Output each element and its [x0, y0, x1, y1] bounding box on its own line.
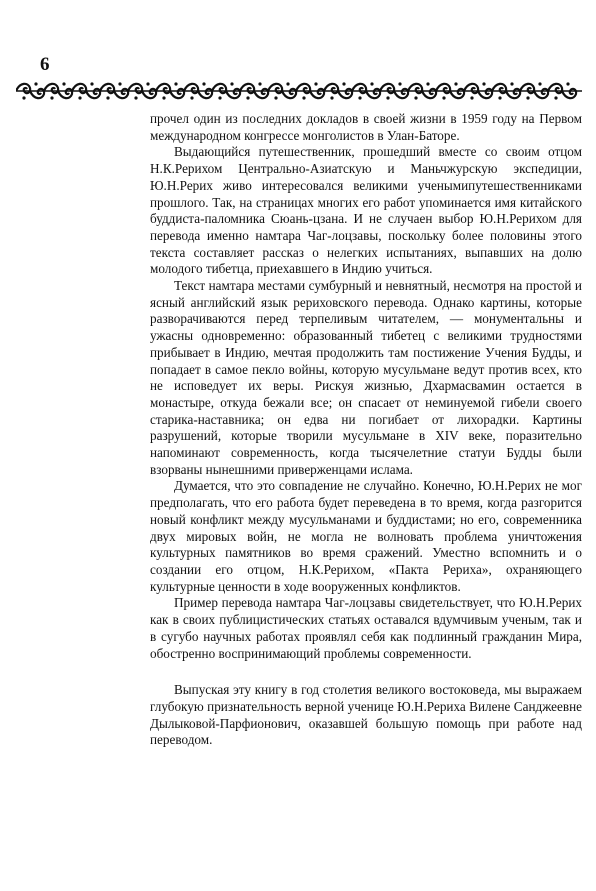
paragraph-3: Текст намтара местами сумбурный и невнятный, несмотря на простой и ясный английский язык рериховского перевода. Однако картины, которые разворачиваются перед терпеливым читателем, — монументальны и ужасны одновременно: образованный тибетец с великими трудностями прибывает в Индию, мечтая продолжить там постижение Учения Будды, и попадает в самое пекло войны, которую мусульмане ведут против всех, кто не исповедует их веры. Рискуя жизнью, Дхармасвамин остается в монастыре, откуда бежали все; он спасает от неминуемой гибели своего старика-наставника; он едва ни погибает от лихорадки. Картины разрушений, которые творили мусульмане в XIV веке, поразительно напоминают современность, когда тысячелетние статуи Будды были взорваны нынешними приверженцами ислама. — [150, 278, 582, 477]
paragraph-1: прочел один из последних докладов в своей жизни в 1959 году на Первом международном конгрессе монголистов в Улан-Баторе. — [150, 111, 582, 143]
paragraph-5: Пример перевода намтара Чаг-лоцзавы свидетельствует, что Ю.Н.Рерих как в своих публицистических статьях оставался вдумчивым ученым, так и в сугубо научных работах проявлял себя как подлинный гражданин Мира, обостренно воспринимающий проблемы современности. — [150, 595, 582, 661]
paragraph-2: Выдающийся путешественник, прошедший вместе со своим отцом Н.К.Рерихом Центрально-Азиатскую и Маньчжурскую экспедиции, Ю.Н.Рерих живо интересовался великими ученымипутешественниками прошлого. Так, на страницах многих его работ упоминается имя китайского буддиста-паломника Сюань-цзана. И не случаен выбор Ю.Н.Рерихом для перевода именно намтара Чаг-лоцзавы, поскольку более половины этого текста составляет рассказ о нелегких испытаниях, выпавших на долю молодого тибетца, приехавшего в Индию учиться. — [150, 144, 582, 277]
body-text — [150, 111, 582, 749]
scroll-ornament-icon — [16, 80, 582, 102]
paragraph-6: Выпуская эту книгу в год столетия великого востоковеда, мы выражаем глубокую признательность верной ученице Ю.Н.Рериха Вилене Санджеевне Дылыковой-Парфионович, оказавшей большую помощь при работе над переводом. — [150, 682, 582, 748]
paragraph-4: Думается, что это совпадение не случайно. Конечно, Ю.Н.Рерих не мог предполагать, что его работа будет переведена в то время, когда разгорится новый конфликт между мусульманами и буддистами; но его, современника двух мировых войн, не могла не волновать проблема уничтожения культурных памятников во время сражений. Уместно вспомнить и о создании его отцом, Н.К.Рерихом, «Пакта Рериха», охраняющего культурные ценности в ходе вооруженных конфликтов. — [150, 478, 582, 594]
page-number: 6 — [40, 54, 50, 75]
